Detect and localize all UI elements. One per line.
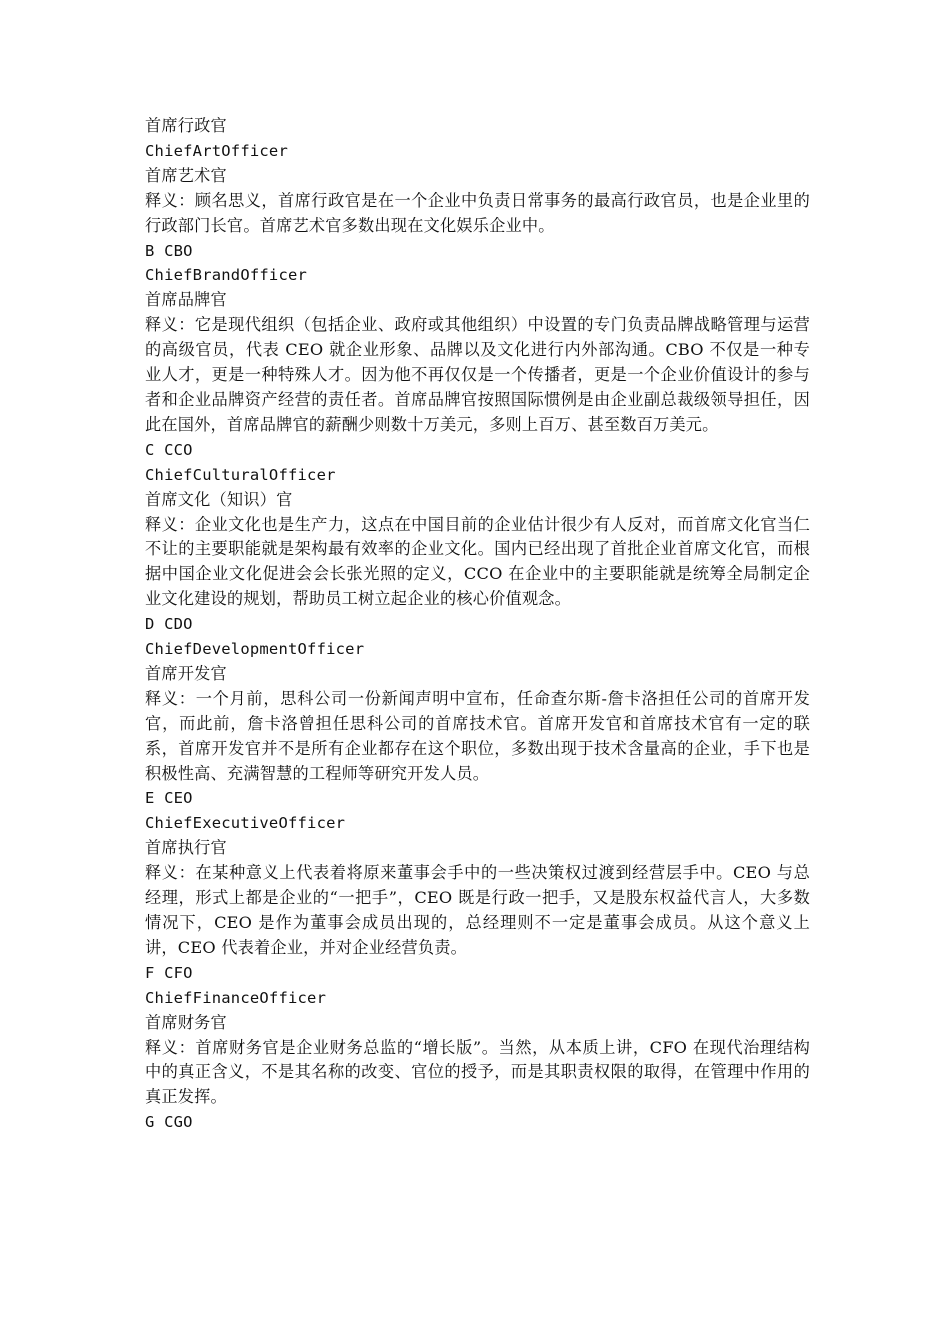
entry-code-ceo: E CEO [145, 789, 193, 808]
entry-en-cfo: ChiefFinanceOfficer [145, 988, 327, 1007]
chief-administrative-officer-title: 首席行政官 [145, 116, 227, 135]
entry-code-cfo: F CFO [145, 963, 193, 982]
entry-desc-cco: 释义：企业文化也是生产力，这点在中国目前的企业估计很少有人反对，而首席文化官当仁不让的主要职能就是架构最有效率的企业文化。国内已经出现了首批企业首席文化官，而根据中国企业文化促进会会长张光照的定义，CCO 在企业中的主要职能就是统筹全局制定企业文化建设的规划，帮助员工树立起企业的核心价值观念。 [145, 514, 810, 609]
entry-desc-cdo: 释义：一个月前，思科公司一份新闻声明中宣布，任命查尔斯-詹卡洛担任公司的首席开发官，而此前，詹卡洛曾担任思科公司的首席技术官。首席开发官和首席技术官有一定的联系，首席开发官并不是所有企业都存在这个职位，多数出现于技术含量高的企业，手下也是积极性高、充满智慧的工程师等研究开发人员。 [145, 688, 810, 783]
entry-en-ceo: ChiefExecutiveOfficer [145, 814, 346, 833]
entry-en-cbo: ChiefBrandOfficer [145, 266, 308, 285]
document-page [145, 114, 810, 1135]
intro-description: 释义：顾名思义，首席行政官是在一个企业中负责日常事务的最高行政官员，也是企业里的行政部门长官。首席艺术官多数出现在文化娱乐企业中。 [145, 190, 810, 235]
entry-desc-cfo: 释义：首席财务官是企业财务总监的“增长版”。当然，从本质上讲，CFO 在现代治理结构中的真正含义，不是其名称的改变、官位的授予，而是其职责权限的取得，在管理中作用的真正发挥。 [145, 1037, 810, 1107]
chief-art-officer-cn: 首席艺术官 [145, 165, 227, 185]
entry-code-cgo: G CGO [145, 1113, 193, 1132]
entry-code-cco: C CCO [145, 440, 193, 459]
entry-cn-cbo: 首席品牌官 [145, 290, 227, 310]
entry-desc-cbo: 释义：它是现代组织（包括企业、政府或其他组织）中设置的专门负责品牌战略管理与运营的高级官员，代表 CEO 就企业形象、品牌以及文化进行内外部沟通。CBO 不仅是一种专业人才，更是一种特殊人才。因为他不再仅仅是一个传播者，更是一个企业价值设计的参与者和企业品牌资产经营的责任者。首席品牌官按照国际惯例是由企业副总裁级领导担任，因此在国外，首席品牌官的薪酬少则数十万美元，多则上百万、甚至数百万美元。 [145, 315, 810, 434]
entry-code-cdo: D CDO [145, 615, 193, 634]
entry-cn-cco: 首席文化（知识）官 [145, 489, 293, 509]
entry-code-cbo: B CBO [145, 241, 193, 260]
entry-cn-ceo: 首席执行官 [145, 838, 227, 858]
entry-desc-ceo: 释义：在某种意义上代表着将原来董事会手中的一些决策权过渡到经营层手中。CEO 与总经理，形式上都是企业的“一把手”，CEO 既是行政一把手，又是股东权益代言人，大多数情况下，CEO 是作为董事会成员出现的，总经理则不一定是董事会成员。从这个意义上讲，CEO 代表着企业，并对企业经营负责。 [145, 863, 810, 957]
entry-en-cco: ChiefCulturalOfficer [145, 465, 336, 484]
entry-cn-cfo: 首席财务官 [145, 1012, 227, 1032]
entry-cn-cdo: 首席开发官 [145, 663, 227, 683]
chief-art-officer-en: ChiefArtOfficer [145, 141, 288, 160]
entry-en-cdo: ChiefDevelopmentOfficer [145, 640, 365, 659]
